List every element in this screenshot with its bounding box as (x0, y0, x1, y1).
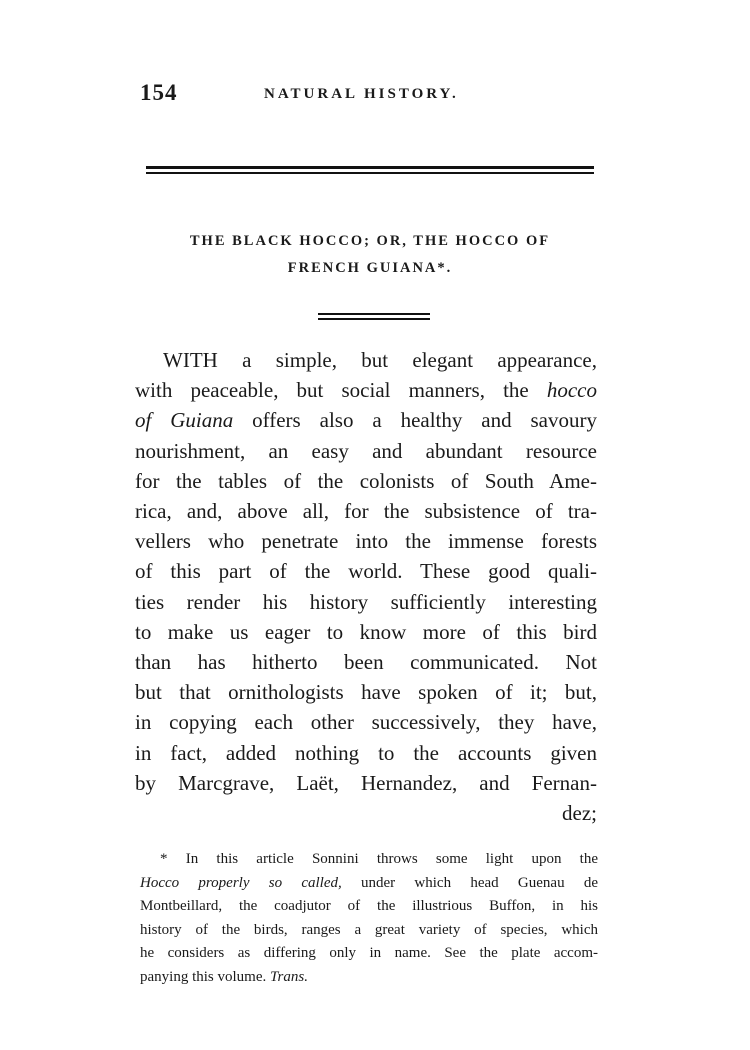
text-segment: panying this volume. (140, 968, 270, 985)
footnote-line: * In this article Sonnini throws some light upon the (160, 851, 598, 867)
footnote-line: history of the birds, ranges a great variety of species, which (140, 921, 598, 938)
page-number: 154 (140, 80, 178, 105)
text-line: but that ornithologists have spoken of it; but, (135, 680, 597, 705)
rule-line (146, 172, 594, 174)
footnote-line: Montbeillard, the coadjutor of the illustrious Buffon, in his (140, 898, 598, 915)
text-line: by Marcgrave, Laët, Hernandez, and Fernan- (135, 770, 597, 795)
text-line: WITH a simple, but elegant appearance, (163, 348, 597, 372)
text-segment: offers also a healthy and savoury (233, 408, 597, 433)
text-line: for the tables of the colonists of South Ame- (135, 468, 597, 493)
rule-line (318, 313, 430, 315)
text-line: vellers who penetrate into the immense forests (135, 529, 597, 554)
text-line (135, 375, 597, 405)
italic-term: Hocco properly so called, (140, 874, 342, 891)
text-segment: with peaceable, but social manners, the (135, 378, 547, 403)
footnote (140, 848, 598, 990)
italic-term: Trans. (270, 968, 308, 985)
footnote-line (140, 966, 598, 990)
chapter-heading (140, 228, 600, 282)
rule-line (146, 166, 594, 169)
italic-term: hocco (546, 378, 597, 403)
text-line: to make us eager to know more of this bird (135, 619, 597, 644)
text-line (135, 405, 597, 435)
text-line: ties render his history sufficiently interesting (135, 589, 597, 614)
running-title: NATURAL HISTORY. (264, 86, 459, 102)
text-line: than has hitherto been communicated. Not (135, 650, 597, 675)
section-divider (318, 313, 430, 323)
text-segment: under which head Guenau de (341, 874, 598, 891)
footnote-line: he considers as differing only in name. See the plate accom- (140, 945, 598, 962)
heading-line: THE BLACK HOCCO; OR, THE HOCCO OF (189, 233, 551, 249)
text-line: of this part of the world. These good quali- (135, 559, 597, 584)
italic-term: of Guiana (135, 408, 234, 433)
text-line: rica, and, above all, for the subsistence of tra- (135, 499, 597, 524)
text-line: in fact, added nothing to the accounts given (135, 740, 597, 765)
text-line: in copying each other successively, they have, (135, 710, 597, 735)
running-head (140, 80, 600, 110)
header-double-rule (146, 166, 594, 177)
footnote-line (140, 872, 598, 896)
rule-line (318, 318, 430, 320)
catchword-line: dez; (562, 801, 597, 826)
heading-line: FRENCH GUIANA*. (287, 260, 453, 276)
body-paragraph (135, 345, 597, 828)
text-line: nourishment, an easy and abundant resource (135, 438, 597, 463)
